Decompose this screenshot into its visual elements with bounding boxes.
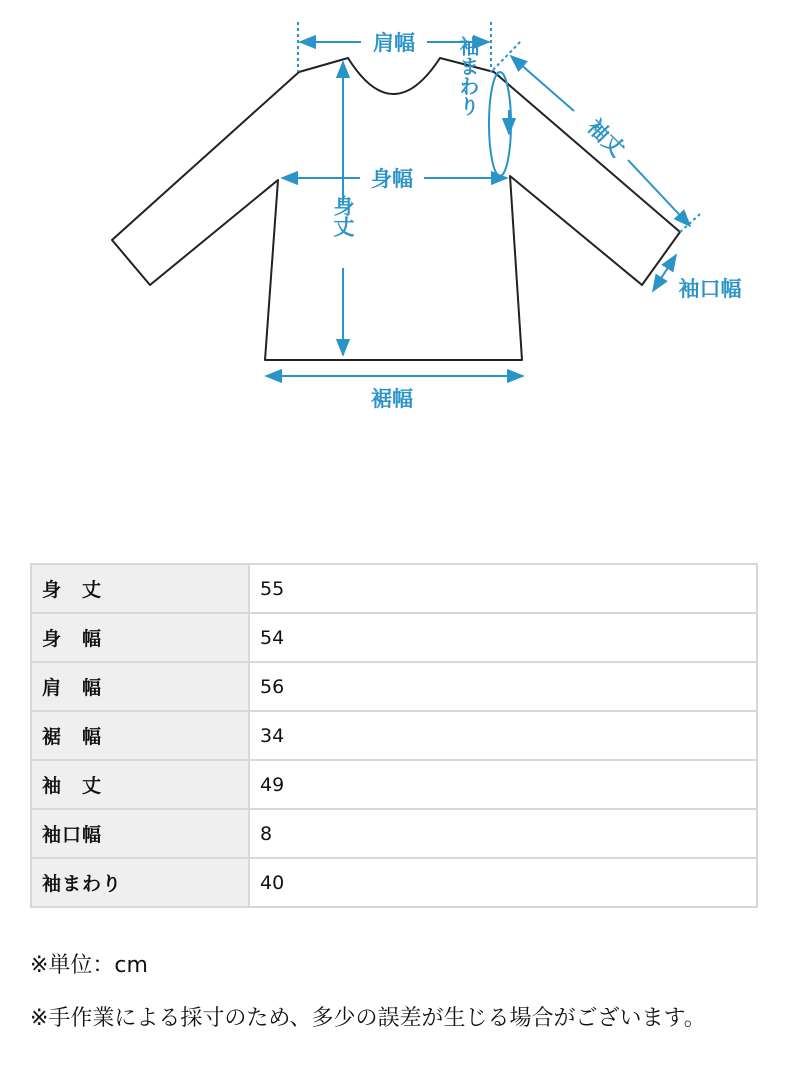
hem-width-label: 裾幅 xyxy=(371,387,413,411)
measurement-value: 8 xyxy=(249,809,757,858)
measurement-label: 袖口幅 xyxy=(31,809,249,858)
sleeve-length-label: 袖丈 xyxy=(582,114,630,162)
body-length-label: 身丈 xyxy=(331,195,355,237)
cuff-width-label: 袖口幅 xyxy=(678,277,742,301)
sleeve-length-arrow xyxy=(511,56,574,111)
measurement-label: 袖まわり xyxy=(31,858,249,907)
measurement-value: 55 xyxy=(249,564,757,613)
shoulder-width-label: 肩幅 xyxy=(373,31,415,55)
table-row xyxy=(31,613,757,662)
table-row xyxy=(31,858,757,907)
measurement-value: 56 xyxy=(249,662,757,711)
measurement-value: 34 xyxy=(249,711,757,760)
measurement-label: 袖 丈 xyxy=(31,760,249,809)
measurement-value: 54 xyxy=(249,613,757,662)
unit-note: ※単位：cm xyxy=(30,953,148,978)
measurement-label: 身 丈 xyxy=(31,564,249,613)
measurement-value: 49 xyxy=(249,760,757,809)
shirt-outline xyxy=(112,58,680,360)
table-row xyxy=(31,809,757,858)
sleeve-circumference-label: 袖まわり xyxy=(456,36,480,116)
size-diagram xyxy=(0,0,789,530)
measurement-label: 身 幅 xyxy=(31,613,249,662)
sleeve-circumference-loop xyxy=(489,72,511,176)
measurement-label: 裾 幅 xyxy=(31,711,249,760)
table-row xyxy=(31,711,757,760)
table-row xyxy=(31,662,757,711)
table-row xyxy=(31,760,757,809)
table-row xyxy=(31,564,757,613)
cuff-width-arrow xyxy=(653,255,676,291)
measurement-label: 肩 幅 xyxy=(31,662,249,711)
body-width-label: 身幅 xyxy=(371,167,413,191)
measurement-error-note: ※手作業による採寸のため、多少の誤差が生じる場合がございます。 xyxy=(30,1006,706,1031)
measurement-value: 40 xyxy=(249,858,757,907)
size-table xyxy=(30,563,758,908)
